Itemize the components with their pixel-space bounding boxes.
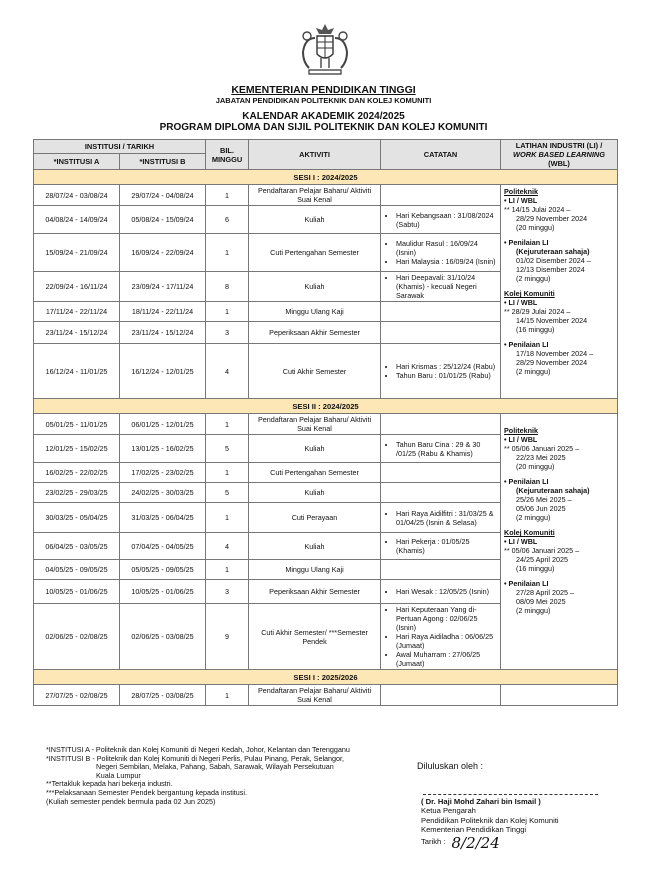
- program-title: PROGRAM DIPLOMA DAN SIJIL POLITEKNIK DAN KOLEJ KOMUNITI: [159, 122, 488, 133]
- calendar-title: KALENDAR AKADEMIK 2024/2025: [242, 111, 405, 122]
- signatory-name: ( Dr. Haji Mohd Zahari bin Ismail ): [421, 796, 541, 806]
- li-wbl-sesi1: Politeknik • LI / WBL ** 14/15 Julai 2024 – 28/29 November 2024 (20 minggu) • Penilaian LI (Kejuruteraan sahaja) 01/02 Disember 2024 – 12/13 Disember 2024 (2 minggu) Kolej Komuniti • LI / WBL ** 28/29 Julai 2024 – 14/15 November 2024 (16 minggu) • Penilaian LI 17/18 November 2024 – 28/29 November 2024 (2 minggu): [501, 185, 618, 399]
- ministry-name: KEMENTERIAN PENDIDIKAN TINGGI: [231, 84, 416, 96]
- table-row: 02/06/25 - 02/08/25 02/06/25 - 03/08/25 9 Cuti Akhir Semester/ ***Semester Pendek • Hari Keputeraan Yang di-Pertuan Agong : 02/06/25 (Isnin) • Hari Raya Aidiladha : 06/06/25 (Jumaat) • Awal Muharram : 27/06/25 (Jumaat): [34, 604, 618, 670]
- table-row: 28/07/24 - 03/08/24 29/07/24 - 04/08/24 1 Pendaftaran Pelajar Baharu/ Aktiviti Suai Kenal Politeknik • LI / WBL ** 14/15 Julai 2024 – 28/29 November 2024 (20 minggu) • Penilaian LI (Kejuruteraan sahaja) 01/02 Disember 2024 – 12/13 Disember 2024 (2 minggu) Kolej Komuniti • LI / WBL ** 28/29 Julai 2024 – 14/15 November 2024 (16 minggu) • Penilaian LI 17/18 November 2024 – 28/29 November 2024 (2 minggu): [34, 185, 618, 206]
- approved-by-label: Diluluskan oleh :: [417, 761, 484, 771]
- table-row: 16/12/24 - 11/01/25 16/12/24 - 12/01/25 4 Cuti Akhir Semester • Hari Krismas : 25/12/24 (Rabu) • Tahun Baru : 01/01/25 (Rabu): [34, 344, 618, 399]
- header-institusi-tarikh: INSTITUSI / TARIKH: [34, 140, 206, 154]
- date-label: Tarikh :: [421, 836, 446, 846]
- signature-line: [423, 772, 598, 795]
- table-row: 30/03/25 - 05/04/25 31/03/25 - 06/04/25 1 Cuti Perayaan • Hari Raya Aidilfitri : 31/03/25 & 01/04/25 (Isnin & Selasa): [34, 503, 618, 533]
- table-row: 06/04/25 - 03/05/25 07/04/25 - 04/05/25 4 Kuliah • Hari Pekerja : 01/05/25 (Khamis): [34, 533, 618, 560]
- table-row: 27/07/25 - 02/08/25 28/07/25 - 03/08/25 1 Pendaftaran Pelajar Baharu/ Aktiviti Suai Kenal: [34, 685, 618, 706]
- sesi-banner: SESI II : 2024/2025: [34, 399, 618, 414]
- table-row: 17/11/24 - 22/11/24 18/11/24 - 22/11/24 1 Minggu Ulang Kaji: [34, 302, 618, 322]
- li-wbl-sesi2: Politeknik • LI / WBL ** 05/06 Januari 2025 – 22/23 Mei 2025 (20 minggu) • Penilaian LI (Kejuruteraan sahaja) 25/26 Mei 2025 – 05/06 Jun 2025 (2 minggu) Kolej Komuniti • LI / WBL ** 05/06 Januari 2025 – 24/25 April 2025 (16 minggu) • Penilaian LI 27/28 April 2025 – 08/09 Mei 2025 (2 minggu): [501, 414, 618, 670]
- table-row: 16/02/25 - 22/02/25 17/02/25 - 23/02/25 1 Cuti Pertengahan Semester: [34, 463, 618, 483]
- header-aktiviti: AKTIVITI: [249, 140, 381, 170]
- table-row: 12/01/25 - 15/02/25 13/01/25 - 16/02/25 5 Kuliah • Tahun Baru Cina : 29 & 30 /01/25 (Rabu & Khamis): [34, 435, 618, 463]
- table-row: 22/09/24 - 16/11/24 23/09/24 - 17/11/24 8 Kuliah • Hari Deepavali: 31/10/24 (Khamis) - kecuali Negeri Sarawak: [34, 272, 618, 302]
- header-bil-minggu: BIL. MINGGU: [206, 140, 249, 170]
- table-row: 04/05/25 - 09/05/25 05/05/25 - 09/05/25 1 Minggu Ulang Kaji: [34, 560, 618, 580]
- table-row: 23/11/24 - 15/12/24 23/11/24 - 15/12/24 3 Peperiksaan Akhir Semester: [34, 322, 618, 344]
- header-catatan: CATATAN: [381, 140, 501, 170]
- table-row: 05/01/25 - 11/01/25 06/01/25 - 12/01/25 1 Pendaftaran Pelajar Baharu/ Aktiviti Suai Kenal Politeknik • LI / WBL ** 05/06 Januari 2025 – 22/23 Mei 2025 (20 minggu) • Penilaian LI (Kejuruteraan sahaja) 25/26 Mei 2025 – 05/06 Jun 2025 (2 minggu) Kolej Komuniti • LI / WBL ** 05/06 Januari 2025 – 24/25 April 2025 (16 minggu) • Penilaian LI 27/28 April 2025 – 08/09 Mei 2025 (2 minggu): [34, 414, 618, 435]
- table-row: 23/02/25 - 29/03/25 24/02/25 - 30/03/25 5 Kuliah: [34, 483, 618, 503]
- coat-of-arms-logo: [295, 22, 355, 80]
- sesi-banner: SESI I : 2025/2026: [34, 670, 618, 685]
- approval-signature-block: Diluluskan oleh : ( Dr. Haji Mohd Zahari bin Ismail ) Ketua Pengarah Pendidikan Politeknik dan Kolej Komuniti Kementerian Pendidikan Tinggi Tarikh : 8/2/24: [421, 762, 631, 846]
- header-institusi-a: *INSTITUSI A: [34, 153, 120, 169]
- academic-calendar-table: [33, 139, 618, 706]
- handwritten-date: 8/2/24: [451, 833, 500, 852]
- header-latihan-industri: LATIHAN INDUSTRI (LI) / WORK BASED LEARNING (WBL): [501, 140, 618, 170]
- header-institusi-b: *INSTITUSI B: [120, 153, 206, 169]
- table-row: 04/08/24 - 14/09/24 05/08/24 - 15/09/24 6 Kuliah • Hari Kebangsaan : 31/08/2024 (Sabtu): [34, 206, 618, 234]
- sesi-banner: SESI I : 2024/2025: [34, 170, 618, 185]
- footnotes: *INSTITUSI A - Politeknik dan Kolej Komuniti di Negeri Kedah, Johor, Kelantan dan Terengganu *INSTITUSI B - Politeknik dan Kolej Komuniti di Negeri Perlis, Pulau Pinang, Perak, Selangor, Negeri Sembilan, Melaka, Pahang, Sabah, Sarawak, Wilayah Persekutuan Kuala Lumpur **Tertakluk kepada hari bekerja industri. ***Pelaksanaan Semester Pendek bergantung kepada institusi. (Kuliah semester pendek bermula pada 02 Jun 2025): [46, 745, 350, 806]
- table-row: 15/09/24 - 21/09/24 16/09/24 - 22/09/24 1 Cuti Pertengahan Semester • Maulidur Rasul : 16/09/24 (Isnin) • Hari Malaysia : 16/09/24 (Isnin): [34, 234, 618, 272]
- table-row: 10/05/25 - 01/06/25 10/05/25 - 01/06/25 3 Peperiksaan Akhir Semester • Hari Wesak : 12/05/25 (Isnin): [34, 580, 618, 604]
- department-name: JABATAN PENDIDIKAN POLITEKNIK DAN KOLEJ KOMUNITI: [215, 96, 432, 105]
